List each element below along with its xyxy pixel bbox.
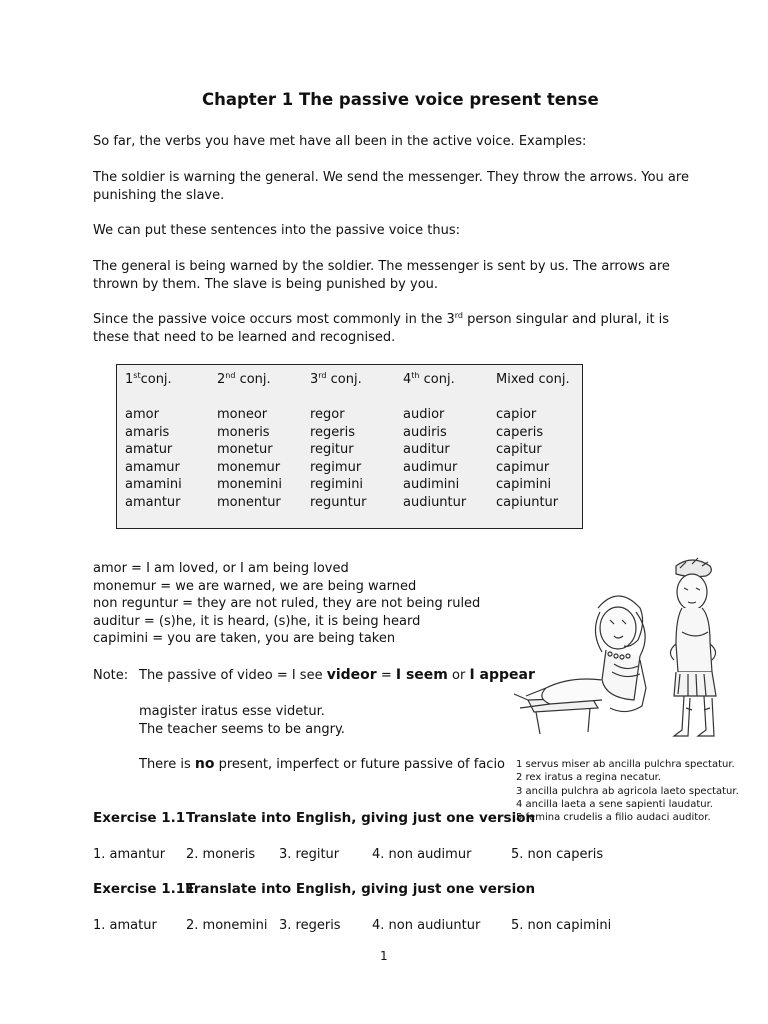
table-cell: capiuntur xyxy=(496,494,559,510)
table-cell: auditur xyxy=(403,442,450,457)
table-cell: moneor xyxy=(217,407,268,422)
passive-examples-line-1: The general is being warned by the soldier. The messenger is sent by us. The arrows are xyxy=(93,259,670,274)
page-title: Chapter 1 The passive voice present tense xyxy=(202,90,599,109)
table-cell: capitur xyxy=(496,442,542,457)
caption-item: 1 servus miser ab ancilla pulchra spectatur. xyxy=(516,759,735,770)
intro-text: So far, the verbs you have met have all been in the active voice. Examples: xyxy=(93,134,587,149)
exercise-2-item-4: 4. non audiuntur xyxy=(372,918,481,933)
table-cell: regitur xyxy=(310,442,354,457)
table-cell: amor xyxy=(125,407,159,422)
note-label: Note: xyxy=(93,668,129,683)
table-cell: amamur xyxy=(125,459,180,475)
conj-header-2: 2nd conj. xyxy=(217,371,271,387)
note-latin: magister iratus esse videtur. xyxy=(139,704,325,719)
conjugation-table xyxy=(116,364,583,529)
exercise-2-item-3: 3. regeris xyxy=(279,918,341,933)
table-cell: capimini xyxy=(496,477,552,492)
passive-examples-line-2: thrown by them. The slave is being punished by you. xyxy=(93,276,439,292)
exercise-1-item-1: 1. amantur xyxy=(93,847,166,862)
table-cell: monentur xyxy=(217,494,281,510)
exercise-2-item-1: 1. amatur xyxy=(93,918,157,933)
conj-header-1: 1stconj. xyxy=(125,371,172,387)
table-cell: audiris xyxy=(403,424,447,440)
table-cell: regeris xyxy=(310,424,356,440)
exercise-1-label: Exercise 1.1 xyxy=(93,810,186,826)
table-cell: monetur xyxy=(217,442,273,457)
table-cell: amatur xyxy=(125,442,173,457)
active-examples-line-2: punishing the slave. xyxy=(93,187,225,203)
table-cell: regor xyxy=(310,407,345,422)
exercise-1-item-3: 3. regitur xyxy=(279,847,340,862)
table-cell: audior xyxy=(403,407,445,422)
caption-item: 4 ancilla laeta a sene sapienti laudatur. xyxy=(516,798,713,810)
illustration-figures xyxy=(506,548,732,748)
active-examples-line-1: The soldier is warning the general. We send the messenger. They throw the arrows. You are xyxy=(93,170,689,185)
caption-item: 3 ancilla pulchra ab agricola laeto spectatur. xyxy=(516,785,739,797)
exercise-1-item-5: 5. non caperis xyxy=(511,847,604,862)
since-line-2: these that need to be learned and recognised. xyxy=(93,329,396,345)
since-line-1: Since the passive voice occurs most commonly in the 3rd person singular and plural, it is xyxy=(93,311,670,327)
exercise-2-item-5: 5. non capimini xyxy=(511,918,612,933)
bold-videor: videor xyxy=(326,667,377,683)
bold-i-appear: I appear xyxy=(469,667,535,683)
note-example xyxy=(139,703,345,738)
meanings-list xyxy=(93,560,480,648)
list-item: non reguntur = they are not ruled, they are not being ruled xyxy=(93,596,481,611)
caption-item: 2 rex iratus a regina necatur. xyxy=(516,772,662,784)
list-item: amor = I am loved, or I am being loved xyxy=(93,561,349,576)
conj-column-2 xyxy=(217,406,282,511)
table-cell: capior xyxy=(496,407,537,422)
exercise-2-instruction: Translate into English, giving just one version xyxy=(186,881,536,897)
exercise-1-instruction: Translate into English, giving just one version xyxy=(186,810,536,826)
conj-column-1 xyxy=(125,406,182,511)
list-item: auditur = (s)he, it is heard, (s)he, it is being heard xyxy=(93,613,421,629)
table-cell: monemini xyxy=(217,477,282,492)
passive-examples xyxy=(93,258,670,293)
conj-column-3 xyxy=(310,406,366,511)
table-cell: reguntur xyxy=(310,494,367,510)
since-paragraph xyxy=(93,311,669,346)
note-english: The teacher seems to be angry. xyxy=(139,721,345,737)
table-cell: audimini xyxy=(403,477,460,492)
table-cell: regimini xyxy=(310,477,364,492)
exercise-1-item-4: 4. non audimur xyxy=(372,847,472,862)
list-item: monemur = we are warned, we are being warned xyxy=(93,578,417,594)
table-cell: amantur xyxy=(125,494,181,510)
table-cell: audiuntur xyxy=(403,494,467,510)
table-cell: capimur xyxy=(496,459,550,475)
passive-intro: We can put these sentences into the passive voice thus: xyxy=(93,223,461,238)
note-text: The passive of video = I see videor = I seem or I appear xyxy=(139,667,535,683)
table-cell: amaris xyxy=(125,424,170,440)
table-cell: audimur xyxy=(403,459,458,475)
table-cell: regimur xyxy=(310,459,362,475)
exercise-2-item-2: 2. monemini xyxy=(186,918,268,933)
bold-i-seem: I seem xyxy=(395,667,448,683)
exercise-1-item-2: 2. moneris xyxy=(186,847,256,862)
facio-note: There is no present, imperfect or future passive of facio xyxy=(139,756,506,772)
conj-column-4 xyxy=(403,406,466,511)
illustration-captions xyxy=(516,758,739,824)
table-cell: monemur xyxy=(217,459,281,475)
page-number: 1 xyxy=(380,949,388,963)
caption-item: 5 femina crudelis a filio audaci auditor. xyxy=(516,812,711,824)
conj-header-mixed: Mixed conj. xyxy=(496,372,570,387)
active-examples xyxy=(93,169,689,204)
exercise-2-label: Exercise 1.1E xyxy=(93,881,195,897)
conj-header-4: 4th conj. xyxy=(403,371,455,387)
conj-column-mixed xyxy=(496,406,558,511)
list-item: capimini = you are taken, you are being taken xyxy=(93,631,396,646)
table-cell: caperis xyxy=(496,424,544,440)
table-cell: moneris xyxy=(217,424,270,440)
table-cell: amamini xyxy=(125,477,182,492)
conj-header-3: 3rd conj. xyxy=(310,371,362,387)
